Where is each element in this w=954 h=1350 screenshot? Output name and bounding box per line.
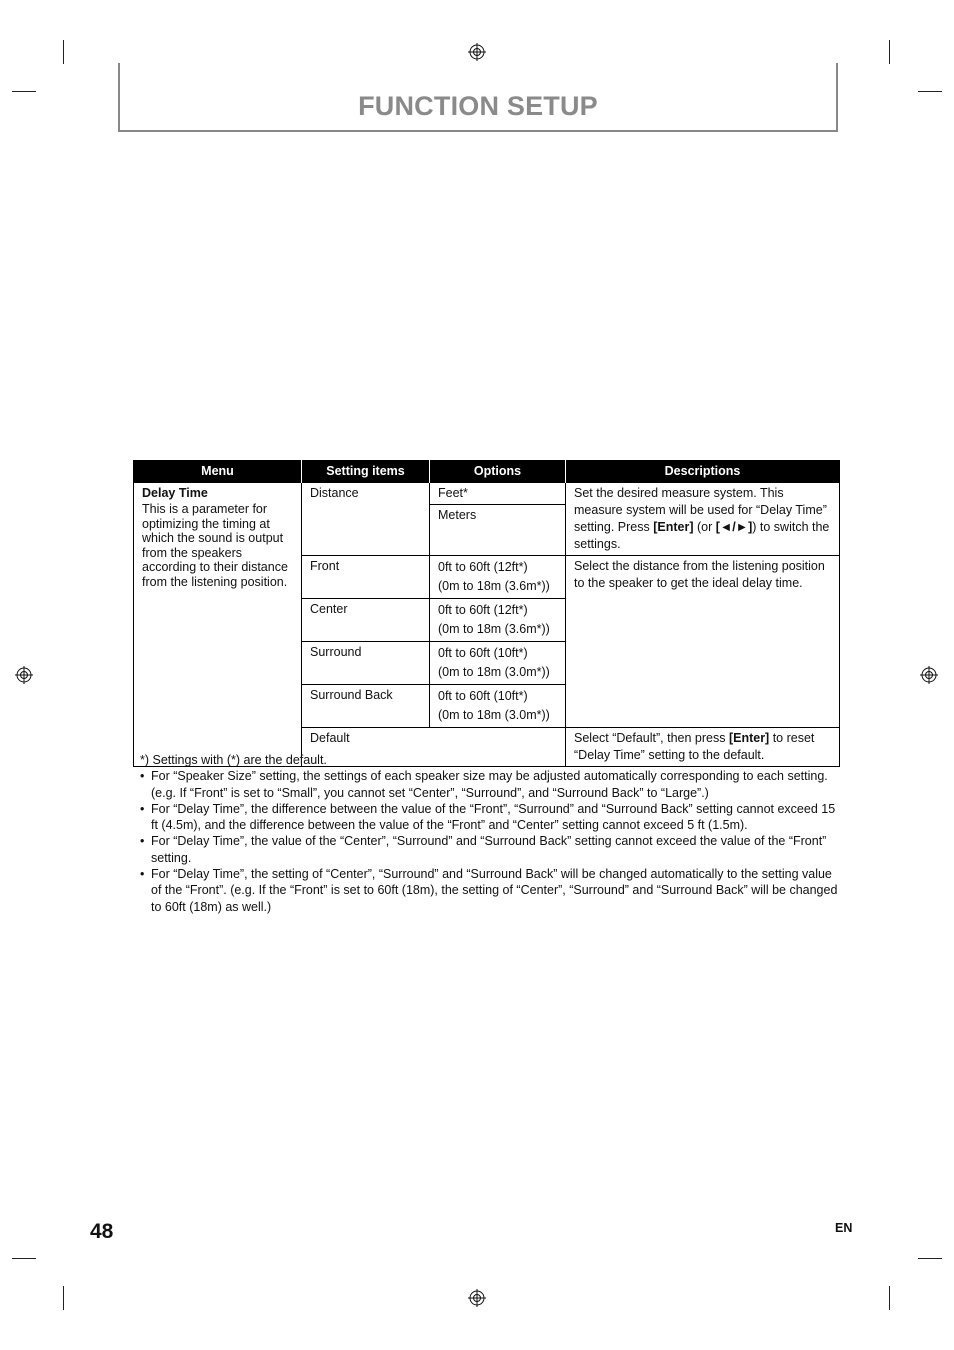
page-title: FUNCTION SETUP: [358, 91, 598, 121]
default-note: *) Settings with (*) are the default.: [140, 753, 327, 767]
menu-title: Delay Time: [142, 486, 208, 500]
crop-mark: [918, 1258, 942, 1259]
crop-mark: [63, 40, 64, 64]
option-surround: [430, 642, 566, 685]
option-line: 0ft to 60ft (12ft*): [438, 603, 528, 617]
bullet-icon: •: [140, 867, 145, 882]
note-text: For “Delay Time”, the difference between the value of the “Front”, “Surround” and “Surround Back” setting cannot exceed 15 ft (4.5m), and the difference between the value of the “Front” and “Center” setting cannot exceed 5 ft (1.5m).: [151, 801, 836, 833]
note-text: For “Speaker Size” setting, the settings of each speaker size may be adjusted automatically corresponding to each setting. (e.g. If “Front” is set to “Small”, you cannot set “Center”, “Surround”, and “Surround Back” to “Large”.): [151, 769, 828, 800]
language-code: EN: [835, 1221, 853, 1235]
option-surround-back: [430, 685, 566, 728]
description-text: (or: [693, 520, 716, 534]
menu-cell: [134, 483, 302, 767]
enter-key-label: [Enter]: [728, 731, 770, 745]
registration-mark-icon: [920, 666, 938, 684]
description-text: Set the desired measure system. This measure system will be used for “Delay Time” setting. Press: [574, 486, 827, 534]
option-feet: Feet*: [430, 483, 566, 505]
bullet-icon: •: [140, 801, 145, 816]
option-line: (0m to 18m (3.6m*)): [438, 622, 550, 636]
registration-mark-icon: [468, 1289, 486, 1307]
option-line: (0m to 18m (3.0m*)): [438, 708, 550, 722]
description-text: ) to switch the settings.: [574, 520, 830, 551]
option-line: 0ft to 60ft (10ft*): [438, 689, 528, 703]
description-text: to reset “Delay Time” setting to the default.: [574, 731, 815, 762]
header-frame: [118, 63, 838, 132]
arrow-keys-label: [◄/►]: [715, 520, 753, 534]
registration-mark-icon: [15, 666, 33, 684]
option-line: 0ft to 60ft (10ft*): [438, 646, 528, 660]
menu-description: This is a parameter for optimizing the timing at which the sound is output from the speakers according to their distance from the listening position.: [142, 502, 288, 589]
page-number: 48: [90, 1220, 114, 1243]
option-line: (0m to 18m (3.0m*)): [438, 665, 550, 679]
notes-section: [140, 752, 840, 915]
setting-item-default: Default: [302, 728, 566, 767]
crop-mark: [918, 91, 942, 92]
option-front: [430, 556, 566, 599]
setting-item-distance: Distance: [302, 483, 430, 556]
option-line: (0m to 18m (3.6m*)): [438, 579, 550, 593]
registration-mark-icon: [468, 43, 486, 61]
crop-mark: [889, 1286, 890, 1310]
note-text: For “Delay Time”, the value of the “Center”, “Surround” and “Surround Back” setting cannot exceed the value of the “Front” setting.: [151, 834, 827, 865]
note-text: For “Delay Time”, the setting of “Center”, “Surround” and “Surround Back” will be changed automatically to the setting value of the “Front”. (e.g. If the “Front” is set to 60ft (18m), the setting of “Center”, “Surround” and “Surround Back” will be changed to 60ft (18m) as well.): [151, 867, 838, 914]
setting-item-surround: Surround: [302, 642, 430, 685]
list-item: [140, 801, 840, 834]
option-center: [430, 599, 566, 642]
setting-item-front: Front: [302, 556, 430, 599]
bullet-icon: •: [140, 769, 145, 784]
table-row: [134, 483, 840, 505]
column-header-options: Options: [430, 460, 566, 483]
crop-mark: [12, 91, 36, 92]
list-item: [140, 833, 840, 866]
description-speakers: Select the distance from the listening position to the speaker to get the ideal delay time.: [566, 556, 840, 728]
description-distance: [566, 483, 840, 556]
crop-mark: [889, 40, 890, 64]
option-meters: Meters: [430, 505, 566, 556]
setting-item-center: Center: [302, 599, 430, 642]
column-header-descriptions: Descriptions: [566, 460, 840, 483]
list-item: [140, 866, 840, 915]
option-line: 0ft to 60ft (12ft*): [438, 560, 528, 574]
setting-item-surround-back: Surround Back: [302, 685, 430, 728]
list-item: [140, 768, 840, 801]
crop-mark: [12, 1258, 36, 1259]
column-header-menu: Menu: [134, 460, 302, 483]
bullet-icon: •: [140, 834, 145, 849]
delay-time-settings-table: [133, 460, 840, 767]
column-header-setting-items: Setting items: [302, 460, 430, 483]
crop-mark: [63, 1286, 64, 1310]
enter-key-label: [Enter]: [653, 520, 694, 534]
description-text: Select “Default”, then press: [574, 731, 729, 745]
table-header-row: [134, 460, 840, 483]
notes-list: [140, 768, 840, 915]
